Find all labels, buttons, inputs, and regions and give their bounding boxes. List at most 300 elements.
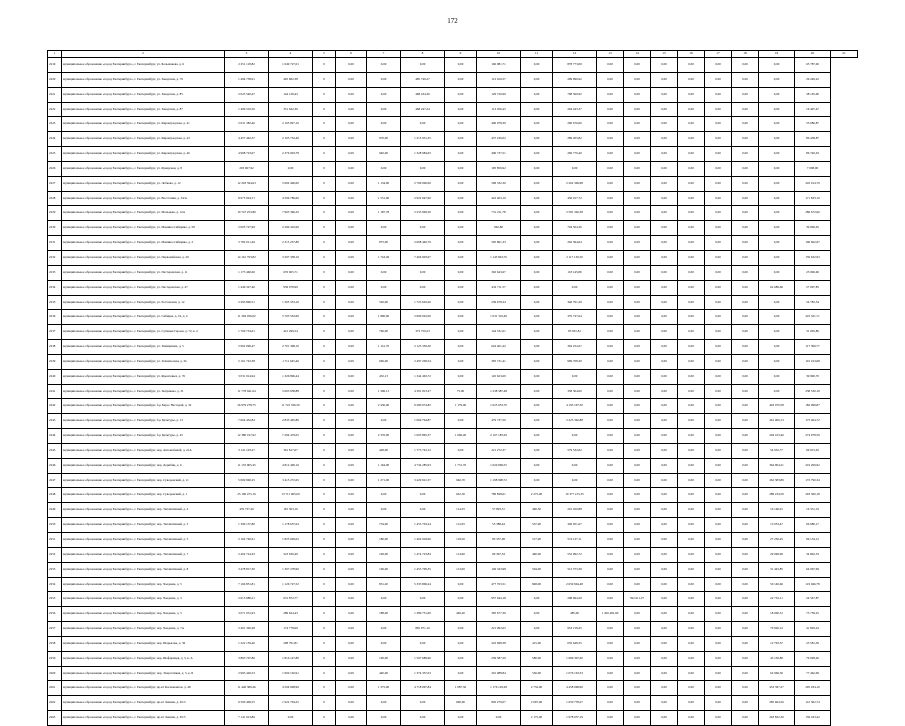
value-cell: 29 249,22 — [795, 72, 831, 87]
value-cell: 118,50 — [445, 533, 477, 548]
value-cell: 0,00 — [678, 429, 705, 444]
value-cell: 0,00 — [705, 666, 732, 681]
value-cell: 0,00 — [624, 58, 651, 73]
value-cell: 0,00 — [705, 592, 732, 607]
value-cell: 0,00 — [678, 651, 705, 666]
value-cell: 0,00 — [624, 533, 651, 548]
value-cell: 0,00 — [678, 310, 705, 325]
value-cell: 2 835 465,86 — [269, 414, 313, 429]
value-cell: 1 402 918,06 — [401, 533, 445, 548]
value-cell: 0,00 — [597, 577, 624, 592]
value-cell: 0,00 — [336, 562, 367, 577]
value-cell: 0 — [313, 503, 336, 518]
value-cell: 552 992,72 — [553, 547, 597, 562]
address-cell: муниципальное образование «город Екатеринбург», г. Екатеринбург, ул. Пестеревская, д. 11 — [62, 265, 225, 280]
table-row — [48, 102, 858, 117]
value-cell: 595 861,33 — [477, 236, 521, 251]
value-cell: 0,00 — [732, 206, 759, 221]
value-cell: 1 307 278,90 — [269, 562, 313, 577]
value-cell: 0,00 — [521, 117, 553, 132]
value-cell: 0,00 — [445, 102, 477, 117]
value-cell: 1 198 998,72 — [477, 473, 521, 488]
value-cell: 0 — [313, 562, 336, 577]
value-cell: 2 993 426,53 — [225, 666, 269, 681]
value-cell: 0,00 — [678, 295, 705, 310]
value-cell: 0,00 — [624, 503, 651, 518]
value-cell: 296 676,60 — [553, 117, 597, 132]
value-cell: 453 397,27 — [759, 681, 795, 696]
table-row — [48, 369, 858, 384]
value-cell: 7 903 396,32 — [269, 206, 313, 221]
value-cell: 999 708,30 — [553, 354, 597, 369]
value-cell: 0,00 — [445, 711, 477, 726]
value-cell: 0,00 — [521, 132, 553, 147]
row-number: 2246 — [48, 458, 62, 473]
value-cell: 1 328 984,65 — [401, 147, 445, 162]
value-cell: 1 215 931,35 — [401, 132, 445, 147]
value-cell: 0 — [313, 384, 336, 399]
value-cell: 0,00 — [651, 132, 678, 147]
value-cell: 0,00 — [336, 503, 367, 518]
value-cell: 349 951,67 — [553, 518, 597, 533]
value-cell: 5 703 563,60 — [269, 310, 313, 325]
value-cell: 1 922 704,25 — [269, 696, 313, 711]
value-cell: 221 272,37 — [477, 443, 521, 458]
row-number: 2223 — [48, 117, 62, 132]
value-cell: 0,00 — [624, 117, 651, 132]
value-cell: 0,00 — [624, 132, 651, 147]
value-cell: 0,00 — [336, 384, 367, 399]
value-cell: 0,00 — [705, 280, 732, 295]
address-cell: муниципальное образование «город Екатеринбург», г. Екатеринбург, пр-кт Ленина, д. 65/5 — [62, 711, 225, 726]
value-cell: 0,00 — [732, 443, 759, 458]
value-cell: 0,00 — [597, 518, 624, 533]
value-cell: 0,00 — [759, 236, 795, 251]
value-cell: 0,00 — [651, 265, 678, 280]
value-cell: 0,00 — [336, 636, 367, 651]
table-row — [48, 58, 858, 73]
row-number: 2242 — [48, 399, 62, 414]
value-cell: 0,00 — [705, 102, 732, 117]
value-cell: 0,00 — [401, 265, 445, 280]
value-cell: 0,00 — [336, 325, 367, 340]
value-cell: 432 711,57 — [477, 280, 521, 295]
value-cell: 0,00 — [401, 592, 445, 607]
value-cell: 239 678,24 — [477, 295, 521, 310]
value-cell: 0,00 — [597, 592, 624, 607]
value-cell: 0,00 — [678, 340, 705, 355]
row-number: 2261 — [48, 681, 62, 696]
value-cell: 1 499 519,50 — [225, 102, 269, 117]
value-cell: 0,00 — [624, 280, 651, 295]
value-cell: 1 134,90 — [367, 176, 401, 191]
table-row — [48, 399, 858, 414]
value-cell: 0,00 — [759, 340, 795, 355]
value-cell: 0,00 — [705, 340, 732, 355]
value-cell: 13 711 065,00 — [269, 488, 313, 503]
value-cell: 0,00 — [597, 547, 624, 562]
value-cell: 0,00 — [401, 488, 445, 503]
value-cell: 159 433,42 — [795, 711, 831, 726]
value-cell: 0,00 — [732, 518, 759, 533]
value-cell: 0,00 — [624, 577, 651, 592]
value-cell: 0,00 — [678, 547, 705, 562]
value-cell: 0,00 — [705, 547, 732, 562]
value-cell: 0,00 — [597, 72, 624, 87]
value-cell: 0,00 — [445, 87, 477, 102]
value-cell: 3 031 914,94 — [225, 369, 269, 384]
value-cell: 0,00 — [651, 414, 678, 429]
value-cell: 1 069 794,87 — [401, 414, 445, 429]
value-cell: 1 816 147,80 — [269, 651, 313, 666]
value-cell: 351 942,39 — [269, 102, 313, 117]
value-cell: 2 025 540,47 — [225, 87, 269, 102]
value-cell: 0,00 — [732, 429, 759, 444]
value-cell: 0,00 — [445, 161, 477, 176]
value-cell: 0,00 — [651, 651, 678, 666]
value-cell: 0,00 — [651, 696, 678, 711]
value-cell: 957 044,18 — [477, 592, 521, 607]
value-cell: 0,00 — [521, 206, 553, 221]
value-cell: 599 332,36 — [477, 176, 521, 191]
value-cell: 0,00 — [651, 72, 678, 87]
value-cell: 304 252,67 — [553, 340, 597, 355]
value-cell: 0,00 — [651, 191, 678, 206]
value-cell: 1 711 645,46 — [269, 354, 313, 369]
column-number: 20 — [795, 51, 831, 58]
column-number: 2 — [62, 51, 225, 58]
value-cell: 0,00 — [445, 236, 477, 251]
value-cell: 159 632,93 — [795, 250, 831, 265]
address-cell: муниципальное образование «город Екатеринбург», г. Екатеринбург, пер. Теплиличный, д. 8 — [62, 562, 225, 577]
value-cell: 0,00 — [624, 161, 651, 176]
value-cell: 23 581,39 — [795, 636, 831, 651]
value-cell: 0,00 — [678, 236, 705, 251]
value-cell: 0,00 — [521, 161, 553, 176]
value-cell: 0,00 — [336, 711, 367, 726]
value-cell: 0,00 — [705, 562, 732, 577]
row-number: 2222 — [48, 102, 62, 117]
value-cell: 1 179,00 — [445, 399, 477, 414]
value-cell: 0 — [313, 132, 336, 147]
table-row — [48, 414, 858, 429]
value-cell: 2 613 986,21 — [225, 592, 269, 607]
value-cell: 0,00 — [678, 161, 705, 176]
value-cell: 526,00 — [367, 295, 401, 310]
value-cell: 1 031 310,40 — [477, 310, 521, 325]
value-cell: 0,00 — [732, 369, 759, 384]
value-cell: 10 377 215,35 — [553, 488, 597, 503]
value-cell: 0,00 — [336, 547, 367, 562]
table-row — [48, 592, 858, 607]
value-cell: 0,00 — [732, 325, 759, 340]
value-cell: 0,00 — [624, 147, 651, 162]
value-cell: 31 005,86 — [795, 325, 831, 340]
value-cell: 0,00 — [336, 607, 367, 622]
value-cell: 0,00 — [597, 117, 624, 132]
value-cell: 403 070,58 — [759, 399, 795, 414]
value-cell: 0,00 — [651, 369, 678, 384]
value-cell: 0,00 — [705, 117, 732, 132]
value-cell: 26 979 278,75 — [225, 399, 269, 414]
value-cell: 0,00 — [521, 236, 553, 251]
value-cell: 0,00 — [651, 711, 678, 726]
value-cell: 0,00 — [336, 473, 367, 488]
value-cell: 204 163,46 — [759, 429, 795, 444]
value-cell: 0,00 — [759, 191, 795, 206]
value-cell: 0,00 — [624, 414, 651, 429]
value-cell: 41 829,24 — [795, 622, 831, 637]
value-cell: 0,00 — [336, 102, 367, 117]
register-table — [47, 50, 858, 726]
value-cell: 1 823 009,02 — [269, 533, 313, 548]
table-row — [48, 681, 858, 696]
value-cell: 0,00 — [732, 577, 759, 592]
address-cell: муниципальное образование «город Екатеринбург», г. Екатеринбург, ул. Кировградская, д. 43 — [62, 132, 225, 147]
value-cell: 2 262 369,98 — [553, 176, 597, 191]
value-cell: 0,00 — [705, 147, 732, 162]
address-cell: муниципальное образование «город Екатеринбург», г. Екатеринбург, пер. Дорибиц, д. 6 — [62, 458, 225, 473]
value-cell: 1 446 327,46 — [225, 280, 269, 295]
value-cell: 0 — [313, 58, 336, 73]
value-cell: 0 — [313, 488, 336, 503]
value-cell: 0,00 — [732, 473, 759, 488]
value-cell: 7 664 432,84 — [225, 414, 269, 429]
value-cell: 0,00 — [624, 651, 651, 666]
value-cell: 831,20 — [367, 577, 401, 592]
value-cell: 2 162 740,61 — [225, 533, 269, 548]
value-cell: 0,00 — [521, 399, 553, 414]
value-cell: 0,00 — [759, 221, 795, 236]
value-cell: 210 450,88 — [553, 503, 597, 518]
value-cell: 0,00 — [651, 592, 678, 607]
address-cell: муниципальное образование «город Екатеринбург», г. Екатеринбург, ул. Кировградская, д. 46 — [62, 147, 225, 162]
value-cell: 83 357,28 — [477, 533, 521, 548]
value-cell: 0,00 — [759, 310, 795, 325]
column-number: 18 — [732, 51, 759, 58]
value-cell: 0,00 — [367, 280, 401, 295]
row-number: 2219 — [48, 58, 62, 73]
value-cell: 0,00 — [759, 58, 795, 73]
value-cell: 181 303,16 — [269, 503, 313, 518]
value-cell: 0,00 — [705, 295, 732, 310]
value-cell: 1 238 387,48 — [477, 384, 521, 399]
value-cell: 2 315 257,80 — [269, 236, 313, 251]
value-cell: 113 456,43 — [477, 102, 521, 117]
value-cell: 579 532,02 — [553, 443, 597, 458]
table-row — [48, 577, 858, 592]
address-cell: муниципальное образование «город Екатеринбург», г. Екатеринбург, пер. Теплиличный, д. 5 — [62, 533, 225, 548]
value-cell: 0,00 — [678, 102, 705, 117]
address-cell: муниципальное образование «город Екатеринбург», г. Екатеринбург, пр-кт Ленина, д. 65/3 — [62, 696, 225, 711]
value-cell: 0,00 — [597, 280, 624, 295]
column-number: 3 — [225, 51, 269, 58]
value-cell: 0,00 — [521, 295, 553, 310]
value-cell: 0,00 — [759, 102, 795, 117]
value-cell: 0,00 — [367, 117, 401, 132]
value-cell: 0,00 — [336, 399, 367, 414]
address-cell: муниципальное образование «город Екатеринбург», г. Екатеринбург, пер. Чаадаева, д. 5 — [62, 607, 225, 622]
value-cell: 0,00 — [336, 429, 367, 444]
value-cell: 490,50 — [521, 503, 553, 518]
value-cell: 0,00 — [597, 250, 624, 265]
value-cell: 79 920,12 — [759, 622, 795, 637]
value-cell: 0,00 — [521, 607, 553, 622]
value-cell: 3 141 103,27 — [225, 443, 269, 458]
value-cell: 512 373,39 — [553, 562, 597, 577]
value-cell: 0 — [313, 102, 336, 117]
value-cell: 0,00 — [445, 340, 477, 355]
value-cell: 5 782 011,49 — [225, 236, 269, 251]
value-cell: 0,00 — [597, 488, 624, 503]
value-cell: 0,00 — [732, 696, 759, 711]
value-cell: 0,00 — [732, 651, 759, 666]
table-row — [48, 518, 858, 533]
address-cell: муниципальное образование «город Екатеринбург», г. Екатеринбург, ул. Первомайская, д. 29 — [62, 250, 225, 265]
value-cell: 0 — [313, 681, 336, 696]
value-cell: 79 028,26 — [795, 651, 831, 666]
value-cell: 0,00 — [401, 221, 445, 236]
value-cell: 0,00 — [336, 206, 367, 221]
value-cell: 0,00 — [445, 325, 477, 340]
value-cell: 1 141,70 — [367, 340, 401, 355]
value-cell: 0,00 — [678, 711, 705, 726]
value-cell: 0,00 — [678, 58, 705, 73]
row-number: 2243 — [48, 414, 62, 429]
value-cell: 263 822,36 — [759, 711, 795, 726]
value-cell: 0,00 — [651, 636, 678, 651]
value-cell: 0,00 — [336, 592, 367, 607]
value-cell: 0,00 — [336, 117, 367, 132]
value-cell: 0,00 — [445, 369, 477, 384]
value-cell: 0,00 — [651, 399, 678, 414]
column-number: 21 — [831, 51, 858, 58]
value-cell: 0,00 — [597, 473, 624, 488]
value-cell: 0,00 — [705, 132, 732, 147]
value-cell: 0 — [313, 696, 336, 711]
value-cell: 0,00 — [597, 384, 624, 399]
value-cell: 2 235 999,30 — [401, 206, 445, 221]
value-cell: 1 625 053,70 — [477, 399, 521, 414]
table-row — [48, 161, 858, 176]
value-cell: 114,90 — [445, 547, 477, 562]
row-number: 2228 — [48, 191, 62, 206]
value-cell: 34 892,33 — [795, 547, 831, 562]
value-cell: 0,00 — [597, 429, 624, 444]
column-number: 11 — [521, 51, 553, 58]
value-cell: 7 141 913,86 — [225, 711, 269, 726]
value-cell: 0,00 — [705, 651, 732, 666]
row-number: 2247 — [48, 473, 62, 488]
value-cell: 0,00 — [445, 191, 477, 206]
value-cell: 0 — [313, 592, 336, 607]
row-number: 2231 — [48, 236, 62, 251]
value-cell: 437 236,02 — [477, 132, 521, 147]
value-cell: 0,00 — [597, 696, 624, 711]
value-cell: 0,00 — [553, 369, 597, 384]
value-cell: 0,00 — [624, 176, 651, 191]
address-cell: муниципальное образование «город Екатеринбург», г. Екатеринбург, пер. Суворовский, д. 1 — [62, 488, 225, 503]
value-cell: 39 990,70 — [795, 369, 831, 384]
value-cell: 0,00 — [367, 503, 401, 518]
value-cell: 11 155 965,45 — [225, 458, 269, 473]
value-cell: 0,00 — [705, 325, 732, 340]
value-cell: 0,00 — [521, 265, 553, 280]
value-cell: 129 726,99 — [477, 87, 521, 102]
value-cell: 0,00 — [651, 87, 678, 102]
value-cell: 946,70 — [445, 473, 477, 488]
value-cell: 476 737,26 — [225, 503, 269, 518]
value-cell: 0,00 — [705, 176, 732, 191]
value-cell: 0,00 — [336, 577, 367, 592]
value-cell: 0,00 — [521, 87, 553, 102]
value-cell: 479 737,56 — [477, 414, 521, 429]
table-row — [48, 607, 858, 622]
value-cell: 27 256,45 — [759, 533, 795, 548]
value-cell: 9 500 409,55 — [225, 696, 269, 711]
value-cell: 10 331,19 — [795, 503, 831, 518]
value-cell: 0,00 — [521, 622, 553, 637]
value-cell: 302 643,67 — [477, 265, 521, 280]
value-cell: 1 731,70 — [445, 458, 477, 473]
value-cell: 29 048,99 — [759, 547, 795, 562]
value-cell: 2 497 209,54 — [401, 354, 445, 369]
value-cell: 14 161 793,82 — [225, 250, 269, 265]
column-number: 7 — [367, 51, 401, 58]
value-cell: 1 143 843,76 — [477, 250, 521, 265]
row-number: 2245 — [48, 443, 62, 458]
value-cell: 0,00 — [732, 666, 759, 681]
value-cell: 0,00 — [651, 310, 678, 325]
value-cell: 0,00 — [651, 221, 678, 236]
value-cell: 1 344 463,72 — [401, 369, 445, 384]
table-row — [48, 236, 858, 251]
value-cell: 485,00 — [553, 607, 597, 622]
value-cell: 731 211,78 — [477, 206, 521, 221]
value-cell: 0,00 — [678, 117, 705, 132]
value-cell: 0,00 — [678, 176, 705, 191]
value-cell: 0 — [313, 280, 336, 295]
value-cell: 0,00 — [401, 117, 445, 132]
value-cell: 0,00 — [759, 265, 795, 280]
value-cell: 54 952,77 — [759, 443, 795, 458]
address-cell: муниципальное образование «город Екатеринбург», г. Екатеринбург, ул. Заводская, д. 85 — [62, 87, 225, 102]
value-cell: 0,00 — [732, 161, 759, 176]
value-cell: 2 105 732,40 — [269, 132, 313, 147]
value-cell: 0,00 — [336, 132, 367, 147]
value-cell: 5 992 090,47 — [225, 340, 269, 355]
value-cell: 395 731,41 — [477, 354, 521, 369]
value-cell: 31 443,85 — [759, 562, 795, 577]
value-cell: 12 793,37 — [759, 636, 795, 651]
value-cell: 7 166 851,81 — [225, 577, 269, 592]
value-cell: 0,00 — [597, 295, 624, 310]
address-cell: муниципальное образование «город Екатеринбург», г. Екатеринбург, пер. Чаадаева, д. 7А — [62, 622, 225, 637]
value-cell: 0,00 — [678, 473, 705, 488]
value-cell: 0,00 — [336, 681, 367, 696]
value-cell: 0,00 — [732, 562, 759, 577]
value-cell: 0,00 — [521, 414, 553, 429]
value-cell: 798 560,92 — [553, 87, 597, 102]
value-cell: 0,00 — [445, 651, 477, 666]
value-cell: 2 225 362,88 — [553, 414, 597, 429]
address-cell: муниципальное образование «город Екатеринбург», г. Екатеринбург, б-р Культуры, д. 45 — [62, 429, 225, 444]
value-cell: 5 603 938,88 — [269, 384, 313, 399]
value-cell: 0,00 — [705, 488, 732, 503]
value-cell: 0,00 — [445, 176, 477, 191]
value-cell: 0,00 — [336, 696, 367, 711]
value-cell: 0 — [313, 414, 336, 429]
